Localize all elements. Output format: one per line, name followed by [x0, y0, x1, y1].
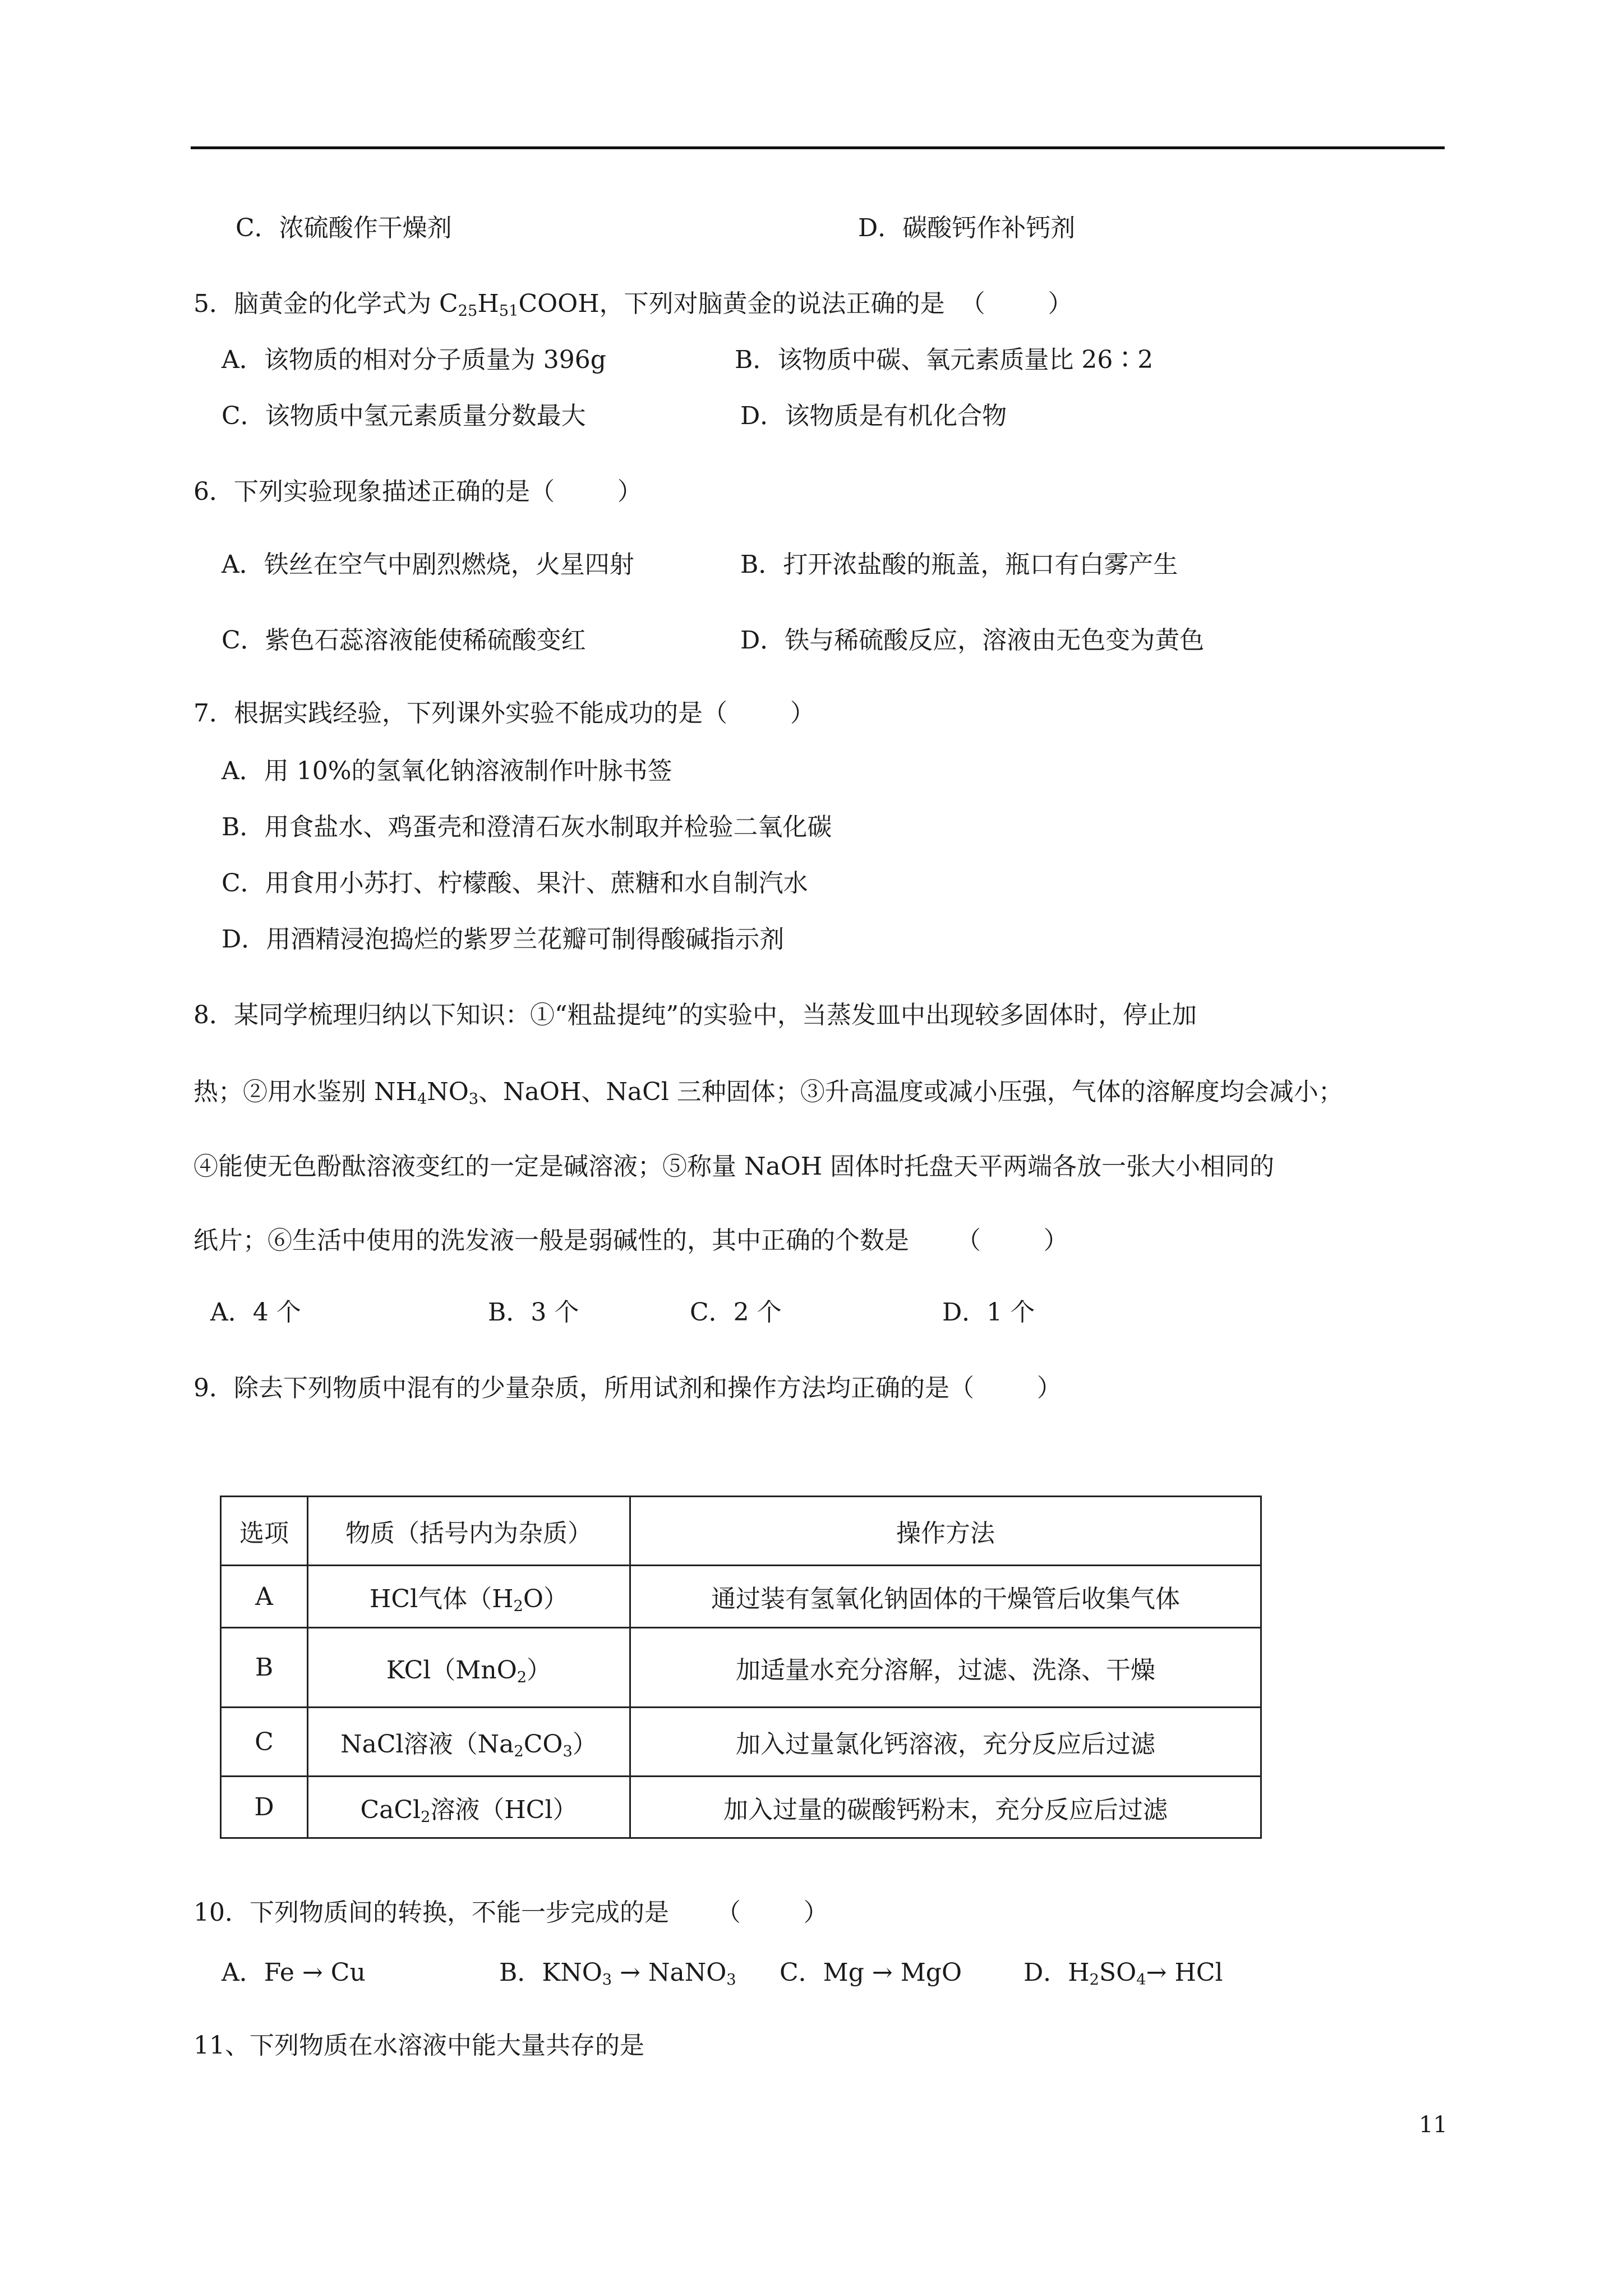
q4-option-c: C．浓硫酸作干燥剂 [236, 214, 452, 242]
q10-stem: 10．下列物质间的转换，不能一步完成的是 （ ） [193, 1898, 828, 1927]
q9-options-table [220, 1496, 1262, 1839]
table-cell-method: 加入过量的碳酸钙粉末，充分反应后过滤 [630, 1777, 1261, 1838]
table-header-option: 选项 [221, 1497, 308, 1566]
page-number: 11 [1419, 2112, 1447, 2138]
table-header-method: 操作方法 [630, 1497, 1261, 1566]
q10-option-d: D．$H_2SO_4\to$ HCl [1023, 1958, 1223, 1989]
q7-option-d: D．用酒精浸泡捣烂的紫罗兰花瓣可制得酸碱指示剂 [222, 925, 785, 954]
table-row [221, 1566, 1261, 1628]
q11-stem: 11、下列物质在水溶液中能大量共存的是 [193, 2031, 644, 2060]
q10-option-a: A．Fe → Cu [222, 1958, 366, 1987]
q5-option-b: B．该物质中碳、氧元素质量比 26∶2 [735, 346, 1154, 374]
table-row [221, 1628, 1261, 1708]
table-cell-substance: NaCl溶液$(Na_2CO_3)$ [308, 1708, 630, 1777]
q6-stem: 6．下列实验现象描述正确的是（ ） [193, 477, 642, 506]
q5-option-c: C．该物质中氢元素质量分数最大 [222, 402, 586, 430]
q8-option-d: D．1 个 [942, 1298, 1035, 1327]
table-row [221, 1777, 1261, 1838]
q5-stem: 5．脑黄金的化学式为 $C_{25}H_{51}COOH$，下列对脑黄金的说法正确的是 （ ） [193, 289, 1073, 320]
q8-line-2: 热；②用水鉴别 $NH_4NO_3$、NaOH、NaCl 三种固体；③升高温度或减小压强，气体的溶解度均会减小； [193, 1078, 1343, 1108]
q10-option-b: B．$KNO_3$ → NaNO$_3$ [499, 1958, 736, 1989]
table-header-row [221, 1497, 1261, 1566]
table-cell-method: 加入过量氯化钙溶液，充分反应后过滤 [630, 1708, 1261, 1777]
q7-option-b: B．用食盐水、鸡蛋壳和澄清石灰水制取并检验二氧化碳 [222, 813, 832, 841]
q8-line-1: 8．某同学梳理归纳以下知识：①“粗盐提纯”的实验中，当蒸发皿中出现较多固体时，停止加 [193, 1001, 1197, 1029]
table-cell-option: D [221, 1777, 308, 1838]
q5-option-d: D．该物质是有机化合物 [740, 402, 1007, 430]
table-cell-option: C [221, 1708, 308, 1777]
table-cell-method: 加适量水充分溶解，过滤、洗涤、干燥 [630, 1628, 1261, 1708]
q7-stem: 7．根据实践经验，下列课外实验不能成功的是（ ） [193, 699, 815, 728]
q8-option-c: C．2 个 [690, 1298, 782, 1327]
q6-option-b: B．打开浓盐酸的瓶盖，瓶口有白雾产生 [740, 550, 1178, 579]
q5-option-a: A．该物质的相对分子质量为 396g [222, 346, 606, 374]
header-rule [191, 146, 1445, 149]
q8-line-3: ④能使无色酚酞溶液变红的一定是碱溶液；⑤称量 NaOH 固体时托盘天平两端各放一张大小相同的 [193, 1152, 1275, 1181]
table-cell-substance: HCl气体$(H_2O)$ [308, 1566, 630, 1628]
table-cell-substance: CaCl$_2$溶液（HCl） [308, 1777, 630, 1838]
table-cell-method: 通过装有氢氧化钠固体的干燥管后收集气体 [630, 1566, 1261, 1628]
table-row [221, 1708, 1261, 1777]
table-cell-option: B [221, 1628, 308, 1708]
q7-option-a: A．用 10%的氢氧化钠溶液制作叶脉书签 [222, 757, 672, 785]
q10-option-c: C．Mg → MgO [780, 1958, 962, 1987]
q6-option-d: D．铁与稀硫酸反应，溶液由无色变为黄色 [740, 626, 1205, 655]
table-cell-substance: KCl（MnO$_2$） [308, 1628, 630, 1708]
q4-option-d: D．碳酸钙作补钙剂 [858, 214, 1076, 242]
table-cell-option: A [221, 1566, 308, 1628]
q9-stem: 9．除去下列物质中混有的少量杂质，所用试剂和操作方法均正确的是（ ） [193, 1374, 1062, 1402]
q8-option-a: A．4 个 [210, 1298, 301, 1327]
q7-option-c: C．用食用小苏打、柠檬酸、果汁、蔗糖和水自制汽水 [222, 869, 808, 898]
q6-option-a: A．铁丝在空气中剧烈燃烧，火星四射 [222, 550, 634, 579]
q8-line-4: 纸片；⑥生活中使用的洗发液一般是弱碱性的，其中正确的个数是 （ ） [193, 1226, 1068, 1255]
q8-option-b: B．3 个 [488, 1298, 579, 1327]
q6-option-c: C．紫色石蕊溶液能使稀硫酸变红 [222, 626, 586, 655]
table-header-substance: 物质（括号内为杂质） [308, 1497, 630, 1566]
